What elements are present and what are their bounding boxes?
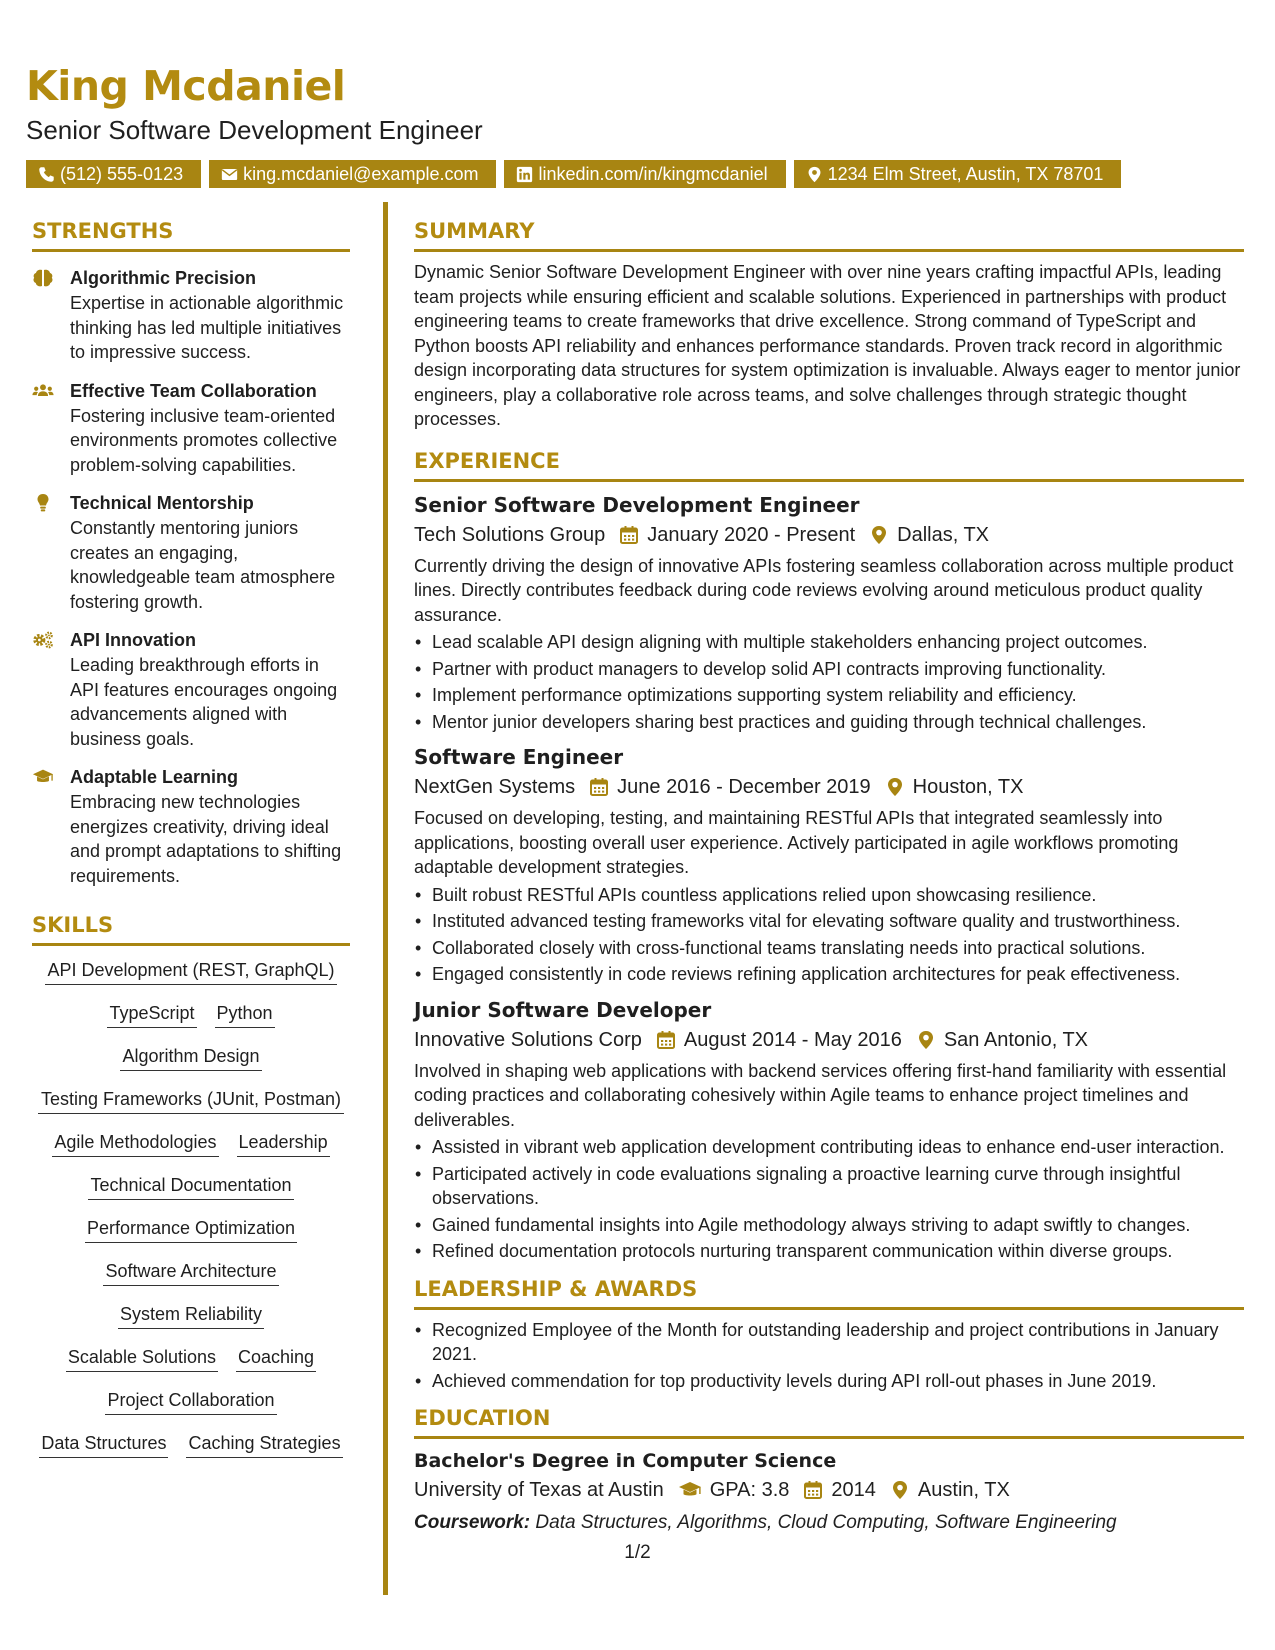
summary-text: Dynamic Senior Software Development Engineer with over nine years crafting impactful APIs, leading team projects while ensuring efficient and scalable solutions. Experienced in partnerships with product engineering teams to create frameworks that drive excellence. Strong command of TypeScript and Python boosts API reliability and enhances performance standards. Proven track record in algorithmic design incorporating data structures for system optimization is invaluable. Always eager to mentor junior engineers, play a collaborative role across teams, and solve challenges through strategic thought processes.	[414, 262, 1241, 429]
strength-title: Technical Mentorship	[70, 493, 254, 513]
graduation-year: 2014	[831, 1479, 876, 1501]
job-title: Junior Software Developer	[414, 997, 712, 1022]
list-item: • Partner with product managers to develop solid API contracts improving functionality.	[414, 657, 1244, 682]
school-location: Austin, TX	[917, 1479, 1010, 1501]
right-column	[414, 216, 1244, 1537]
graduation-cap-icon	[32, 767, 54, 787]
calendar-icon	[803, 1480, 823, 1500]
summary-heading: SUMMARY	[414, 216, 1244, 252]
envelope-icon	[221, 166, 238, 183]
list-item: • Instituted advanced testing frameworks vital for elevating software quality and trustworthiness.	[414, 909, 1244, 934]
address-text: 1234 Elm Street, Austin, TX 78701	[827, 163, 1104, 184]
strength-title: Algorithmic Precision	[70, 268, 257, 288]
gears-icon	[32, 630, 54, 650]
left-column	[32, 216, 350, 1474]
resume-header	[26, 60, 1256, 188]
candidate-role: Senior Software Development Engineer	[26, 115, 483, 145]
skill-tag: Agile Methodologies	[52, 1130, 218, 1157]
job-entry	[414, 995, 1244, 1264]
education-meta	[414, 1475, 1244, 1505]
job-location: San Antonio, TX	[943, 1028, 1089, 1051]
job-title: Software Engineer	[414, 745, 624, 769]
skill-tag: System Reliability	[118, 1302, 264, 1329]
skill-tag: Scalable Solutions	[66, 1345, 218, 1372]
calendar-icon	[589, 777, 609, 797]
list-item: • Recognized Employee of the Month for outstanding leadership and project contributions in January 2021.	[414, 1318, 1244, 1367]
skills-list	[32, 958, 350, 1474]
job-company: Innovative Solutions Corp	[414, 1028, 642, 1051]
education-heading: EDUCATION	[414, 1403, 1244, 1439]
job-entry	[414, 742, 1244, 987]
coursework-text: Data Structures, Algorithms, Cloud Computing, Software Engineering	[535, 1512, 1117, 1533]
skill-tag: Leadership	[237, 1130, 330, 1157]
skill-tag: Algorithm Design	[120, 1044, 261, 1071]
calendar-icon	[656, 1030, 676, 1050]
strength-text: Expertise in actionable algorithmic thinking has led multiple initiatives to impressive success.	[70, 293, 344, 362]
strength-item	[32, 266, 350, 365]
contact-email[interactable]	[209, 160, 496, 188]
experience-heading: EXPERIENCE	[414, 446, 1244, 482]
job-company: NextGen Systems	[414, 776, 576, 798]
job-description: Involved in shaping web applications with backend services offering first-hand familiarity with essential coding practices and collaborating cohesively within Agile teams to enhance project timelines and deliverables.	[414, 1060, 1227, 1130]
job-meta	[414, 772, 1244, 802]
job-company: Tech Solutions Group	[414, 523, 606, 546]
coursework	[414, 1509, 1244, 1537]
list-item: • Collaborated closely with cross-functional teams translating needs into practical solutions.	[414, 936, 1244, 961]
map-pin-icon	[869, 525, 889, 545]
list-item: • Participated actively in code evaluations signaling a proactive learning curve through insightful observations.	[414, 1162, 1244, 1211]
school-name: University of Texas at Austin	[414, 1479, 664, 1501]
candidate-name: King Mcdaniel	[26, 62, 346, 110]
list-item: • Implement performance optimizations supporting system reliability and efficiency.	[414, 683, 1244, 708]
list-item: • Lead scalable API design aligning with multiple stakeholders enhancing project outcomes.	[414, 630, 1244, 655]
contact-phone[interactable]	[26, 160, 201, 188]
strength-title: API Innovation	[70, 630, 196, 650]
job-dates: June 2016 - December 2019	[617, 776, 871, 798]
skill-tag: Software Architecture	[103, 1259, 278, 1286]
list-item: • Gained fundamental insights into Agile methodology always striving to adapt swiftly to changes.	[414, 1213, 1244, 1238]
awards-list	[414, 1318, 1244, 1394]
map-pin-icon	[806, 166, 823, 183]
strength-item	[32, 491, 350, 614]
degree-title: Bachelor's Degree in Computer Science	[414, 1450, 837, 1472]
skill-tag: Performance Optimization	[85, 1216, 297, 1243]
strength-text: Constantly mentoring juniors creates an engaging, knowledgeable team atmosphere fostering growth.	[70, 518, 336, 612]
contact-bar	[26, 160, 1256, 188]
linkedin-icon	[516, 166, 533, 183]
job-dates: August 2014 - May 2016	[683, 1028, 902, 1051]
job-dates: January 2020 - Present	[647, 523, 856, 546]
list-item: • Mentor junior developers sharing best practices and guiding through technical challenges.	[414, 710, 1244, 735]
list-item: • Refined documentation protocols nurturing transparent communication within diverse groups.	[414, 1239, 1244, 1264]
job-bullets	[414, 883, 1244, 987]
lightbulb-icon	[32, 493, 54, 513]
graduation-cap-icon	[678, 1480, 702, 1500]
skill-tag: Testing Frameworks (JUnit, Postman)	[38, 1087, 344, 1114]
contact-linkedin[interactable]	[504, 160, 785, 188]
job-meta	[414, 1025, 1244, 1055]
job-description: Currently driving the design of innovative APIs fostering seamless collaboration across multiple product lines. Directly contributes feedback during code reviews evolving around meticulous product quality assurance.	[414, 555, 1234, 625]
strength-text: Embracing new technologies energizes creativity, driving ideal and prompt adaptations to shifting requirements.	[70, 792, 342, 886]
map-pin-icon	[890, 1480, 910, 1500]
job-location: Houston, TX	[912, 776, 1024, 798]
strength-item	[32, 628, 350, 751]
list-item: • Built robust RESTful APIs countless applications relied upon showcasing resilience.	[414, 883, 1244, 908]
strength-text: Leading breakthrough efforts in API features encourages ongoing advancements aligned with business goals.	[70, 655, 338, 749]
gpa-text: GPA: 3.8	[709, 1479, 790, 1501]
email-text: king.mcdaniel@example.com	[243, 163, 479, 184]
phone-icon	[38, 166, 55, 183]
linkedin-text: linkedin.com/in/kingmcdaniel	[538, 163, 768, 184]
strength-item	[32, 765, 350, 888]
contact-address[interactable]	[794, 160, 1122, 188]
job-entry	[414, 490, 1244, 735]
strength-text: Fostering inclusive team-oriented environments promotes collective problem-solving capabilities.	[70, 405, 338, 475]
users-icon	[32, 381, 54, 401]
skill-tag: Project Collaboration	[105, 1388, 276, 1415]
strength-item	[32, 379, 350, 478]
job-title: Senior Software Development Engineer	[414, 492, 860, 517]
column-divider	[383, 202, 388, 1595]
brain-icon	[32, 268, 54, 288]
skill-tag: Python	[215, 1001, 275, 1028]
skill-tag: Technical Documentation	[88, 1173, 293, 1200]
map-pin-icon	[916, 1030, 936, 1050]
coursework-label: Coursework:	[414, 1512, 531, 1533]
strength-title: Adaptable Learning	[70, 767, 239, 787]
list-item: • Assisted in vibrant web application development contributing ideas to enhance end-user interaction.	[414, 1135, 1244, 1160]
list-item: • Engaged consistently in code reviews refining application architectures for peak effectiveness.	[414, 962, 1244, 987]
skill-tag: TypeScript	[107, 1001, 196, 1028]
phone-text: (512) 555-0123	[60, 163, 184, 184]
skill-tag: Coaching	[236, 1345, 316, 1372]
job-description: Focused on developing, testing, and maintaining RESTful APIs that integrated seamlessly into applications, boosting overall user experience. Actively participated in agile workflows promoting adaptable development strategies.	[414, 808, 1179, 877]
skill-tag: Data Structures	[39, 1431, 168, 1458]
strength-title: Effective Team Collaboration	[70, 380, 317, 401]
list-item: • Achieved commendation for top productivity levels during API roll-out phases in June 2019.	[414, 1369, 1244, 1394]
job-bullets	[414, 630, 1244, 734]
job-bullets	[414, 1135, 1244, 1264]
awards-heading: LEADERSHIP & AWARDS	[414, 1274, 1244, 1310]
map-pin-icon	[885, 777, 905, 797]
job-location: Dallas, TX	[897, 523, 990, 546]
skills-heading: SKILLS	[32, 910, 350, 946]
skill-tag: Caching Strategies	[186, 1431, 342, 1458]
job-meta	[414, 520, 1244, 550]
page-number: 1/2	[624, 1542, 651, 1563]
calendar-icon	[619, 525, 639, 545]
skill-tag: API Development (REST, GraphQL)	[45, 958, 336, 985]
strengths-heading: STRENGTHS	[32, 216, 350, 252]
